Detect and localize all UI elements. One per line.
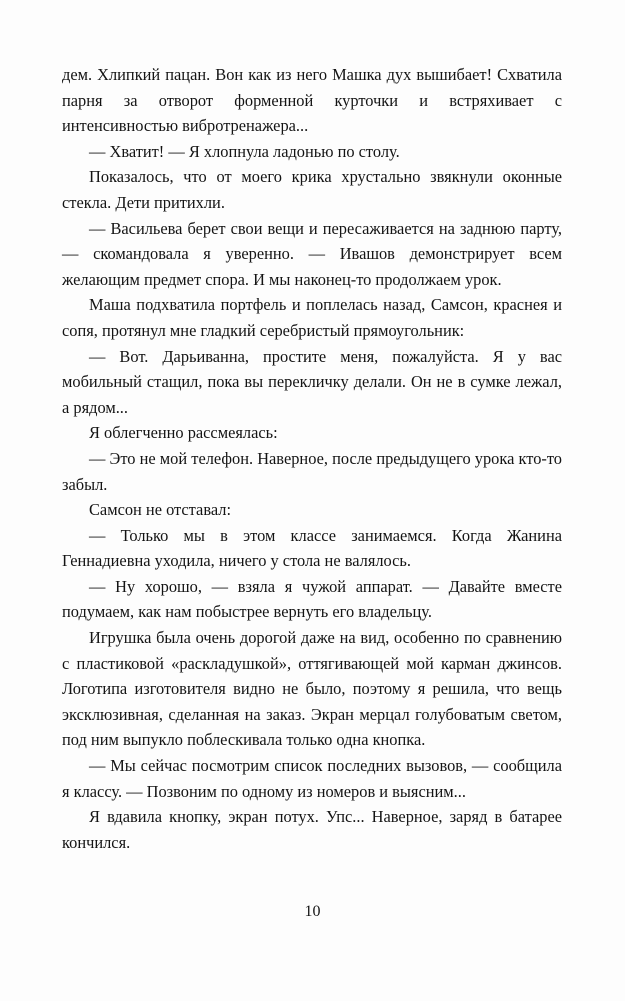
paragraph: — Мы сейчас посмотрим список последних вызовов, — сообщила я классу. — Позвоним по одному из номеров и выясним... xyxy=(62,756,562,801)
paragraph: — Только мы в этом классе занимаемся. Когда Жанина Геннадиевна уходила, ничего у стола не валялось. xyxy=(62,525,562,571)
paragraph: Самсон не отставал: xyxy=(89,500,231,520)
paragraph: Я облегченно рассмеялась: xyxy=(89,423,278,443)
body-text-column xyxy=(62,62,562,855)
paragraph: — Вот. Дарьиванна, простите меня, пожалуйста. Я у вас мобильный стащил, пока вы перекличку делали. Он не в сумке лежал, а рядом... xyxy=(62,346,562,417)
paragraph: дем. Хлипкий пацан. Вон как из него Машка дух вышибает! Схватила парня за отворот форменной курточки и встряхивает с интенсивностью вибротренажера... xyxy=(62,65,562,136)
paragraph: — Ну хорошо, — взяла я чужой аппарат. — Давайте вместе подумаем, как нам побыстрее вернуть его владельцу. xyxy=(62,576,562,622)
page-number: 10 xyxy=(304,903,321,920)
paragraph: — Это не мой телефон. Наверное, после предыдущего урока кто-то забыл. xyxy=(62,448,562,494)
paragraph: Игрушка была очень дорогой даже на вид, особенно по сравнению с пластиковой «раскладушкой», оттягивающей мой карман джинсов. Логотипа изготовителя видно не было, поэтому я решила, что вещь эксклюзивная, сделанная на заказ. Экран мерцал голубоватым светом, под ним выпукло поблескивала только одна кнопка. xyxy=(62,628,562,750)
paragraph: Маша подхватила портфель и поплелась назад, Самсон, краснея и сопя, протянул мне гладкий серебристый прямоугольник: xyxy=(62,295,562,340)
paragraph: Показалось, что от моего крика хрустально звякнули оконные стекла. Дети притихли. xyxy=(62,167,562,212)
paragraph: — Хватит! — Я хлопнула ладонью по столу. xyxy=(89,141,400,161)
paragraph: Я вдавила кнопку, экран потух. Упс... Наверное, заряд в батарее кончился. xyxy=(62,807,562,852)
paragraph: — Васильева берет свои вещи и пересаживается на заднюю парту, — скомандовала я уверенно. — Ивашов демонстрирует всем желающим предмет спора. И мы наконец-то продолжаем урок. xyxy=(62,218,562,289)
